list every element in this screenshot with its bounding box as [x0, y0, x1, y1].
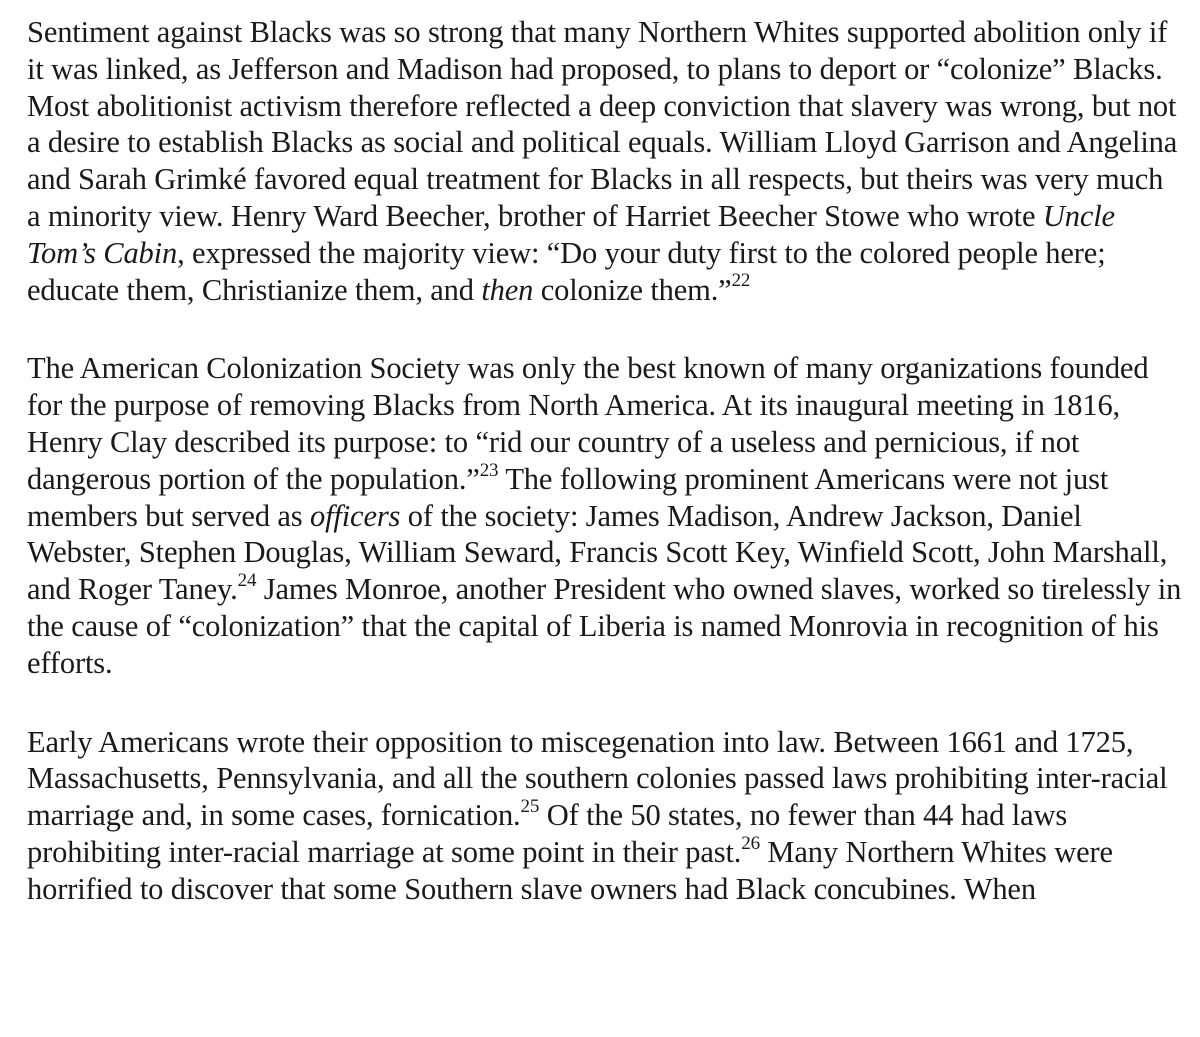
text-segment: The following prominent Americans were not just members but served as: [27, 461, 1109, 533]
text-segment: of the society: James Madison, Andrew Jackson, Daniel Webster, Stephen Douglas, William Seward, Francis Scott Key, Winfield Scott, John Marshall, and Roger Taney.: [27, 498, 1168, 607]
footnote-marker: 23: [479, 459, 499, 481]
footnote-marker: 26: [741, 832, 760, 854]
footnote-marker: 25: [520, 795, 540, 817]
text-segment: Early Americans wrote their opposition to miscegenation into law. Between 1661 and 1725, Massachusetts, Pennsylvania, and all the southern colonies passed laws prohibiting inter-racial marriage and, in some cases, fornication.: [27, 724, 1168, 833]
text-segment: James Monroe, another President who owned slaves, worked so tirelessly in the cause of “colonization” that the capital of Liberia is named Monrovia in recognition of his efforts.: [27, 572, 1182, 680]
text-segment: The American Colonization Society was only the best known of many organizations founded for the purpose of removing Blacks from North America. At its inaugural meeting in 1816, Henry Clay described its purpose: to “rid our country of a useless and pernicious, if not dangerous portion of the population.”: [27, 351, 1149, 496]
emphasis-italic: officers: [309, 498, 401, 533]
footnote-marker: 24: [237, 570, 257, 591]
text-segment: Many Northern Whites were horrified to discover that some Southern slave owners had Black concubines. When: [27, 834, 1113, 906]
footnote-marker: 22: [731, 270, 751, 292]
paragraph: [27, 14, 1182, 308]
paragraph: [27, 350, 1182, 681]
emphasis-italic: then: [481, 272, 534, 307]
text-segment: , expressed the majority view: “Do your duty first to the colored people here; educate them, Christianize them, and: [27, 235, 1106, 307]
paragraph: [27, 724, 1182, 908]
text-segment: colonize them.”: [533, 272, 732, 307]
text-segment: Of the 50 states, no fewer than 44 had laws prohibiting inter-racial marriage at some point in their past.: [27, 798, 1068, 869]
text-segment: Sentiment against Blacks was so strong that many Northern Whites supported abolition only if it was linked, as Jefferson and Madison had proposed, to plans to deport or “colonize” Blacks. Most abolitionist activism therefore reflected a deep conviction that slavery was wrong, but not a desire to establish Blacks as social and political equals. William Lloyd Garrison and Angelina and Sarah Grimké favored equal treatment for Blacks in all respects, but theirs was very much a minority view. Henry Ward Beecher, brother of Harriet Beecher Stowe who wrote: [27, 15, 1178, 233]
book-title-italic: Uncle Tom’s Cabin: [27, 198, 1115, 270]
